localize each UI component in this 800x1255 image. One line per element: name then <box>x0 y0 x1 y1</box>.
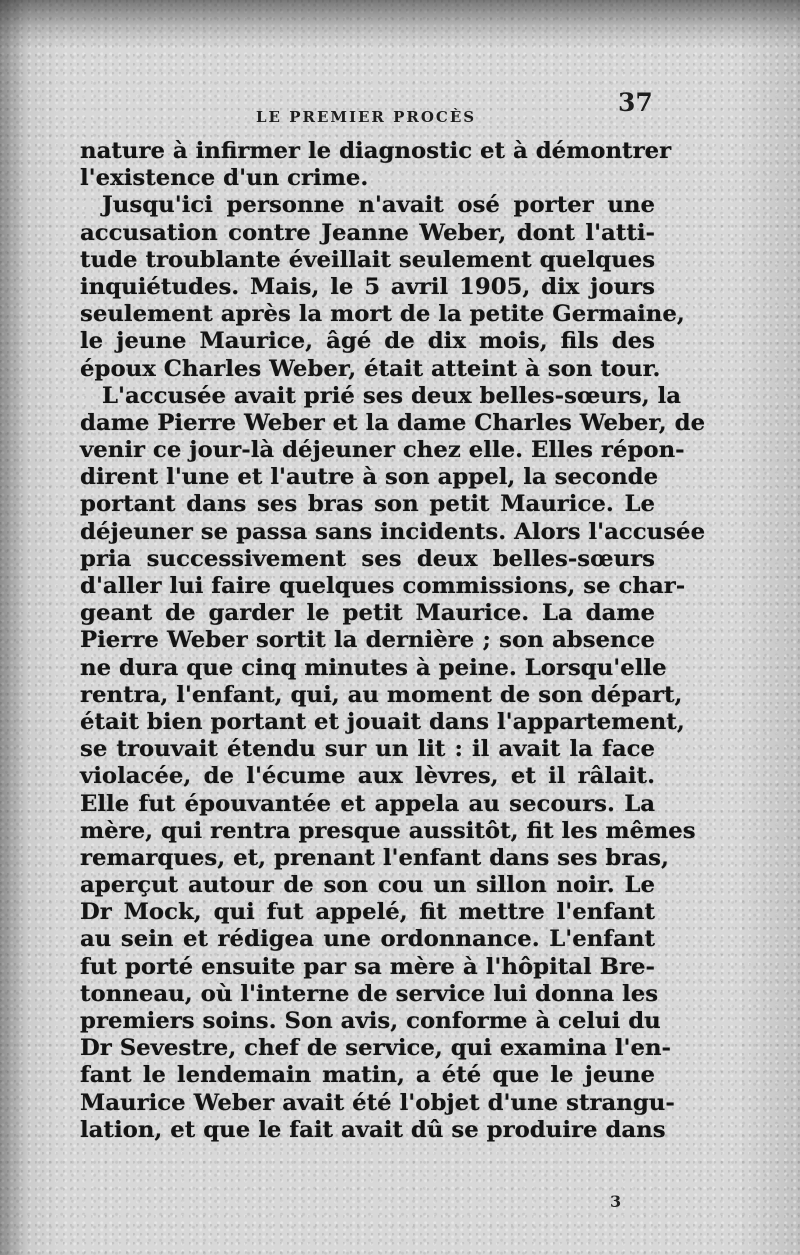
text-line: rentra, l'enfant, qui, au moment de son départ, <box>80 681 683 708</box>
text-line: déjeuner se passa sans incidents. Alors l'accusée <box>80 518 706 545</box>
running-title: LE PREMIER PROCÈS <box>256 108 477 126</box>
text-line: pria successivement ses deux belles-sœurs <box>80 545 655 572</box>
text-line: lation, et que le fait avait dû se produire dans <box>80 1116 666 1143</box>
text-line: L'accusée avait prié ses deux belles-sœurs, la <box>102 382 682 409</box>
scan-shadow-left <box>0 0 28 1255</box>
text-line: était bien portant et jouait dans l'appartement, <box>80 708 685 735</box>
text-line: tonneau, où l'interne de service lui donna les <box>80 980 659 1007</box>
text-line: se trouvait étendu sur un lit : il avait la face <box>80 736 655 763</box>
scan-shadow-top <box>0 0 800 48</box>
text-line: tude troublante éveillait seulement quelques <box>80 246 656 273</box>
page-header <box>0 88 800 124</box>
text-line: l'existence d'un crime. <box>80 165 369 192</box>
text-line: d'aller lui faire quelques commissions, se char- <box>80 573 686 599</box>
text-line: le jeune Maurice, âgé de dix mois, fils des <box>80 328 655 355</box>
text-line: premiers soins. Son avis, conforme à celui du <box>80 1008 661 1034</box>
text-line: époux Charles Weber, était atteint à son tour. <box>80 355 661 382</box>
body-text <box>80 138 706 1144</box>
text-line: Dr Sevestre, chef de service, qui examina l'en- <box>80 1035 672 1062</box>
text-line: aperçut autour de son cou un sillon noir. Le <box>80 872 655 899</box>
text-line: violacée, de l'écume aux lèvres, et il râlait. <box>80 763 655 790</box>
text-line: Dr Mock, qui fut appelé, fit mettre l'enfant <box>80 899 655 926</box>
signature-mark: 3 <box>610 1192 622 1211</box>
text-line: nature à infirmer le diagnostic et à démontrer <box>80 138 672 164</box>
text-line: ne dura que cinq minutes à peine. Lorsqu'elle <box>80 654 667 681</box>
text-line: Jusqu'ici personne n'avait osé porter une <box>102 192 655 219</box>
text-line: seulement après la mort de la petite Germaine, <box>80 301 685 328</box>
text-line: venir ce jour-là déjeuner chez elle. Elles répon- <box>80 437 685 464</box>
text-line: dame Pierre Weber et la dame Charles Weber, de <box>80 409 706 436</box>
text-line: Maurice Weber avait été l'objet d'une strangu- <box>80 1089 675 1116</box>
text-line: remarques, et, prenant l'enfant dans ses bras, <box>80 844 669 871</box>
text-line: Elle fut épouvantée et appela au secours. La <box>80 790 655 817</box>
text-line: au sein et rédigea une ordonnance. L'enfant <box>80 926 655 953</box>
text-line: fant le lendemain matin, a été que le jeune <box>80 1062 655 1089</box>
text-line: accusation contre Jeanne Weber, dont l'atti- <box>80 219 655 246</box>
text-line: mère, qui rentra presque aussitôt, fit les mêmes <box>80 817 696 844</box>
text-line: dirent l'une et l'autre à son appel, la seconde <box>80 464 659 491</box>
text-line: portant dans ses bras son petit Maurice. Le <box>80 491 655 518</box>
text-line: geant de garder le petit Maurice. La dame <box>80 600 655 627</box>
page-number: 37 <box>618 88 653 117</box>
text-line: fut porté ensuite par sa mère à l'hôpital Bre- <box>80 953 655 980</box>
text-line: inquiétudes. Mais, le 5 avril 1905, dix jours <box>80 273 655 300</box>
text-line: Pierre Weber sortit la dernière ; son absence <box>80 627 655 654</box>
